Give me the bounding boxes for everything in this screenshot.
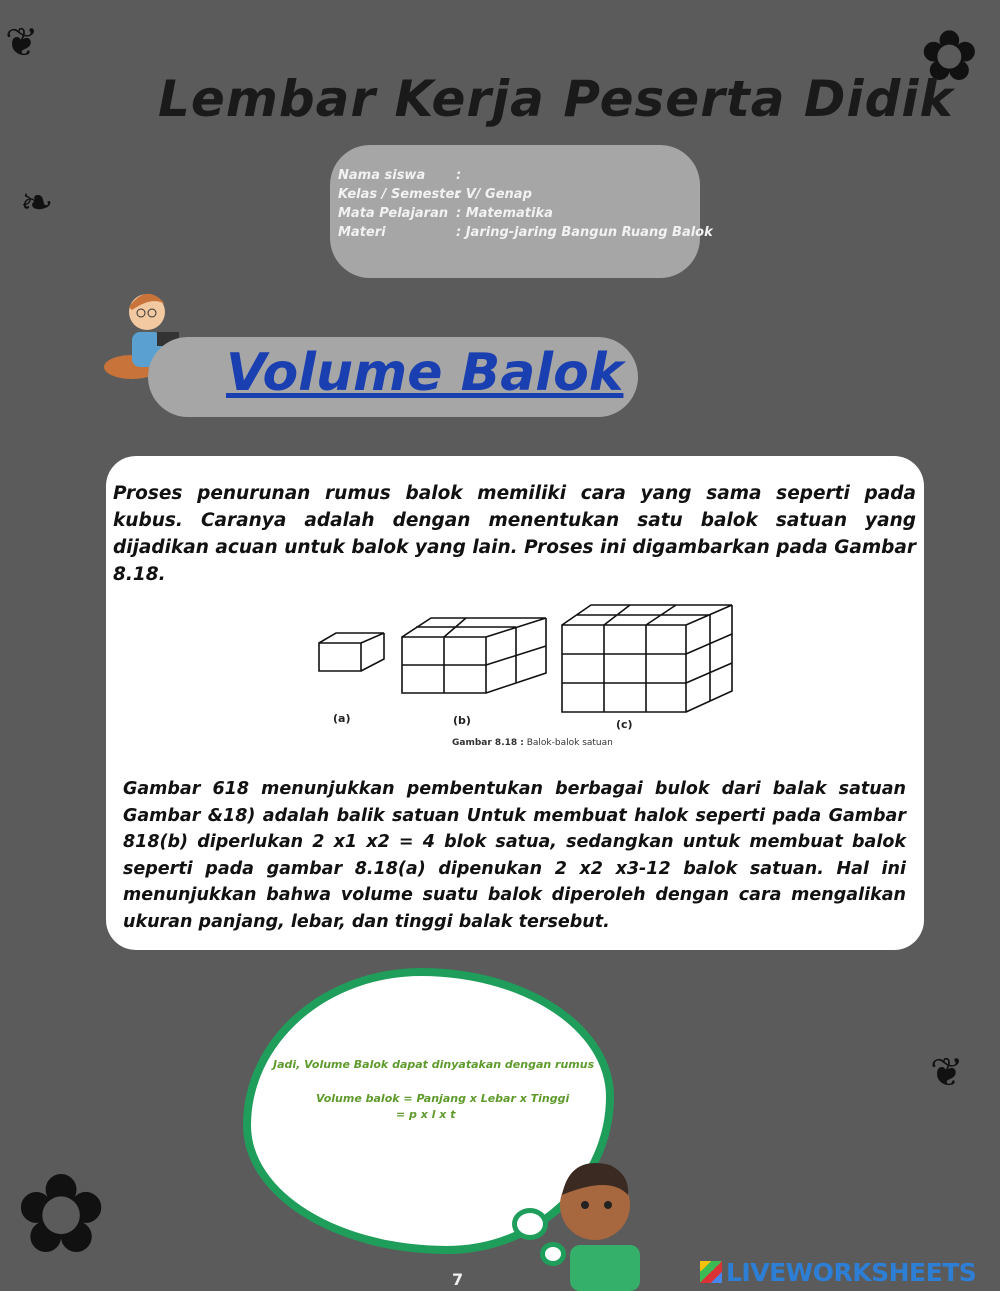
figure-caption <box>452 738 613 748</box>
formula-line-2: = p x l x t <box>396 1108 456 1121</box>
info-label: Materi <box>338 225 386 240</box>
info-row <box>338 187 532 202</box>
section-title-banner <box>148 337 638 417</box>
info-label: Nama siswa <box>338 168 426 183</box>
page-title: Lembar Kerja Peserta Didik <box>158 70 954 128</box>
figure-label-c: (c) <box>616 718 633 731</box>
intro-paragraph: Proses penurunan rumus balok memiliki cara yang sama seperti pada kubus. Caranya adalah dengan menentukan satu balok satuan yang dijadikan acuan untuk balok yang lain. Proses ini digambarkan pada Gambar 8.18. <box>113 483 916 585</box>
info-value: : V/ Genap <box>456 187 532 202</box>
flower-icon: ✿ <box>920 15 979 97</box>
info-row <box>338 225 713 240</box>
liveworksheets-logo[interactable] <box>700 1258 976 1287</box>
cuboid-a <box>319 633 384 671</box>
info-label: Mata Pelajaran <box>338 206 449 221</box>
figure-label-b: (b) <box>453 714 471 727</box>
cuboid-figure <box>306 581 746 751</box>
page-number: 7 <box>452 1270 464 1289</box>
caption-bold: Gambar 8.18 : <box>452 738 524 748</box>
floral-ornament-icon: ❦ <box>930 1050 964 1096</box>
info-value: : <box>456 168 462 183</box>
info-value: : Jaring-jaring Bangun Ruang Balok <box>456 225 713 240</box>
thought-bubble <box>512 1208 548 1240</box>
info-label: Kelas / Semester <box>338 187 461 202</box>
content-card <box>106 456 924 950</box>
info-value: : Matematika <box>456 206 553 221</box>
logo-icon <box>700 1261 722 1283</box>
thinking-boy-illustration <box>550 1150 670 1291</box>
info-row <box>338 168 462 183</box>
formula-line-1: Volume balok = Panjang x Lebar x Tinggi <box>316 1092 570 1105</box>
figure-label-a: (a) <box>333 712 351 725</box>
caption-text: Balok-balok satuan <box>523 738 613 748</box>
cuboid-b <box>402 618 546 693</box>
cuboid-c <box>562 605 732 712</box>
floral-ornament-icon: ❧ <box>20 180 54 226</box>
student-info-box <box>330 145 713 278</box>
section-title: Volume Balok <box>226 343 624 403</box>
logo-text: LIVEWORKSHEETS <box>726 1258 977 1287</box>
info-row <box>338 206 553 221</box>
cloud-intro: Jadi, Volume Balok dapat dinyatakan dengan rumus <box>273 1058 595 1071</box>
explanation-paragraph: Gambar 618 menunjukkan pembentukan berbagai bulok dari balak satuan Gambar &18) adalah balik satuan Untuk membuat halok seperti pada Gambar 818(b) diperlukan 2 x1 x2 = 4 blok satua, sedangkan untuk membuat balok seperti pada gambar 8.18(a) dipenukan 2 x2 x3-12 balok satuan. Hal ini menunjukkan bahwa volume suatu balok diperoleh dengan cara mengalikan ukuran panjang, lebar, dan tinggi balak tersebut. <box>123 779 906 932</box>
flower-icon: ✿ <box>15 1150 108 1278</box>
floral-ornament-icon: ❦ <box>5 20 39 66</box>
